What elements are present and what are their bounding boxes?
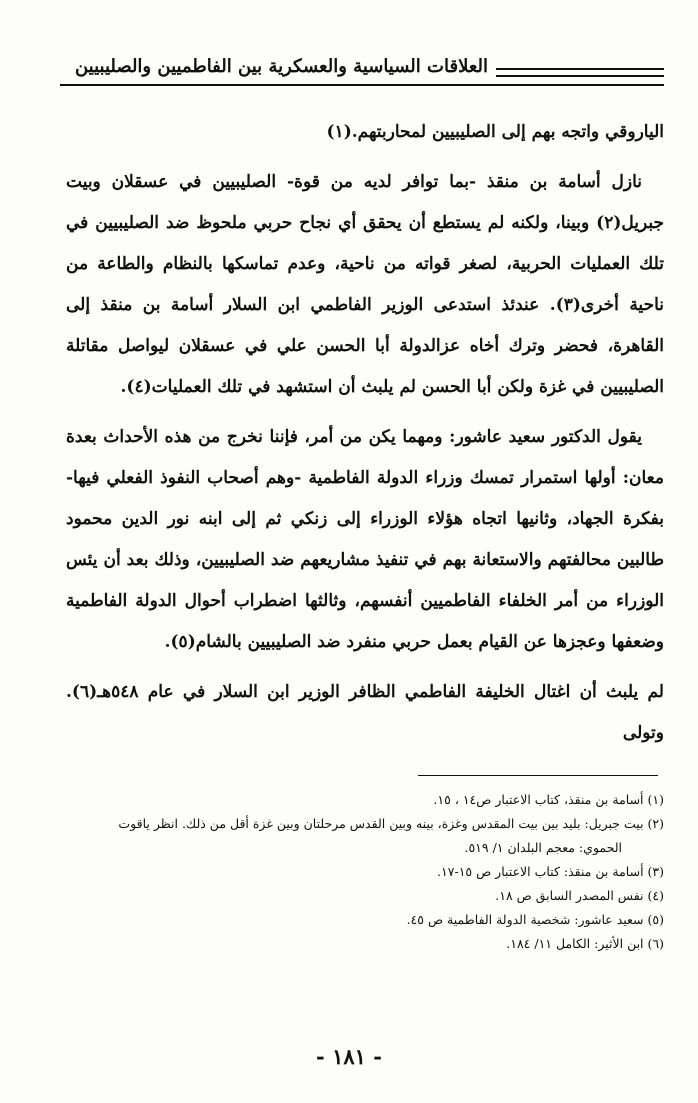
paragraph-3: يقول الدكتور سعيد عاشور: ومهما يكن من أمر، فإننا نخرج من هذه الأحداث بعدة معان: أولها استمرار تمسك وزراء الدولة الفاطمية -وهم أصحاب النفوذ الفعلي فيها- بفكرة الجهاد، وثانيها اتجاه هؤلاء الوزراء إلى زنكي ثم إلى ابنه نور الدين محمود طالبين محالفتهم والاستعانة بهم في تنفيذ مشاريعهم ضد الصليبيين، وذلك بعد أن يئس الوزراء من أمر الخلفاء الفاطميين أنفسهم، وثالثها اضطراب أحوال الدولة الفاطمية وضعفها وعجزها عن القيام بعمل حربي منفرد ضد الصليبيين بالشام(٥). bbox=[66, 427, 664, 652]
header-title: العلاقات السياسية والعسكرية بين الفاطميين والصليبيين bbox=[74, 56, 488, 77]
footnote-5: (٥) سعيد عاشور: شخصية الدولة الفاطمية ص ٤٥. bbox=[406, 912, 664, 927]
footnote-3: (٣) أسامة بن منقذ: كتاب الاعتبار ص ١٥-١٧. bbox=[437, 864, 664, 879]
header-underline bbox=[60, 84, 664, 86]
main-text bbox=[66, 112, 664, 754]
footnote-1: (١) أسامة بن منقذ، كتاب الاعتبار ص١٤ ، ١٥. bbox=[433, 792, 664, 807]
footnote-4: (٤) نفس المصدر السابق ص ١٨. bbox=[495, 888, 664, 903]
footnote-6: (٦) ابن الأثير: الكامل ١١/ ١٨٤. bbox=[506, 936, 664, 951]
running-header bbox=[60, 52, 664, 86]
footnote-2: (٢) بيت جبريل: بليد بين بيت المقدس وغزة، بينه وبين القدس مرحلتان وبين غزة أقل من ذلك. انظر ياقوت bbox=[118, 816, 664, 831]
page-number: - ١٨١ - bbox=[316, 1044, 382, 1069]
header-double-rule bbox=[496, 68, 664, 77]
footnote-separator bbox=[418, 775, 658, 776]
paragraph-4: لم يلبث أن اغتال الخليفة الفاطمي الظافر الوزير ابن السلار في عام ٥٤٨هـ(٦). وتولى bbox=[66, 682, 664, 743]
footnotes bbox=[72, 788, 664, 956]
paragraph-2: نازل أسامة بن منقذ -بما توافر لديه من قوة- الصليبيين في عسقلان وبيت جبريل(٢) وبينا، ولكنه لم يستطع أن يحقق أي نجاح حربي ملحوظ ضد الصليبيين في تلك العمليات الحربية، لصغر قواته من ناحية، وعدم تماسكها بالنظام والطاعة من ناحية أخرى(٣). عندئذ استدعى الوزير الفاطمي ابن السلار أسامة بن منقذ إلى القاهرة، فحضر وترك أخاه عزالدولة أبا الحسن علي في عسقلان ليواصل مقاتلة الصليبيين في غزة ولكن أبا الحسن لم يلبث أن استشهد في تلك العمليات(٤). bbox=[66, 172, 664, 397]
paragraph-1: الياروقي واتجه بهم إلى الصليبيين لمحاربتهم.(١) bbox=[326, 122, 664, 142]
footnote-2-continued: الحموي: معجم البلدان ١/ ٥١٩. bbox=[464, 840, 622, 855]
